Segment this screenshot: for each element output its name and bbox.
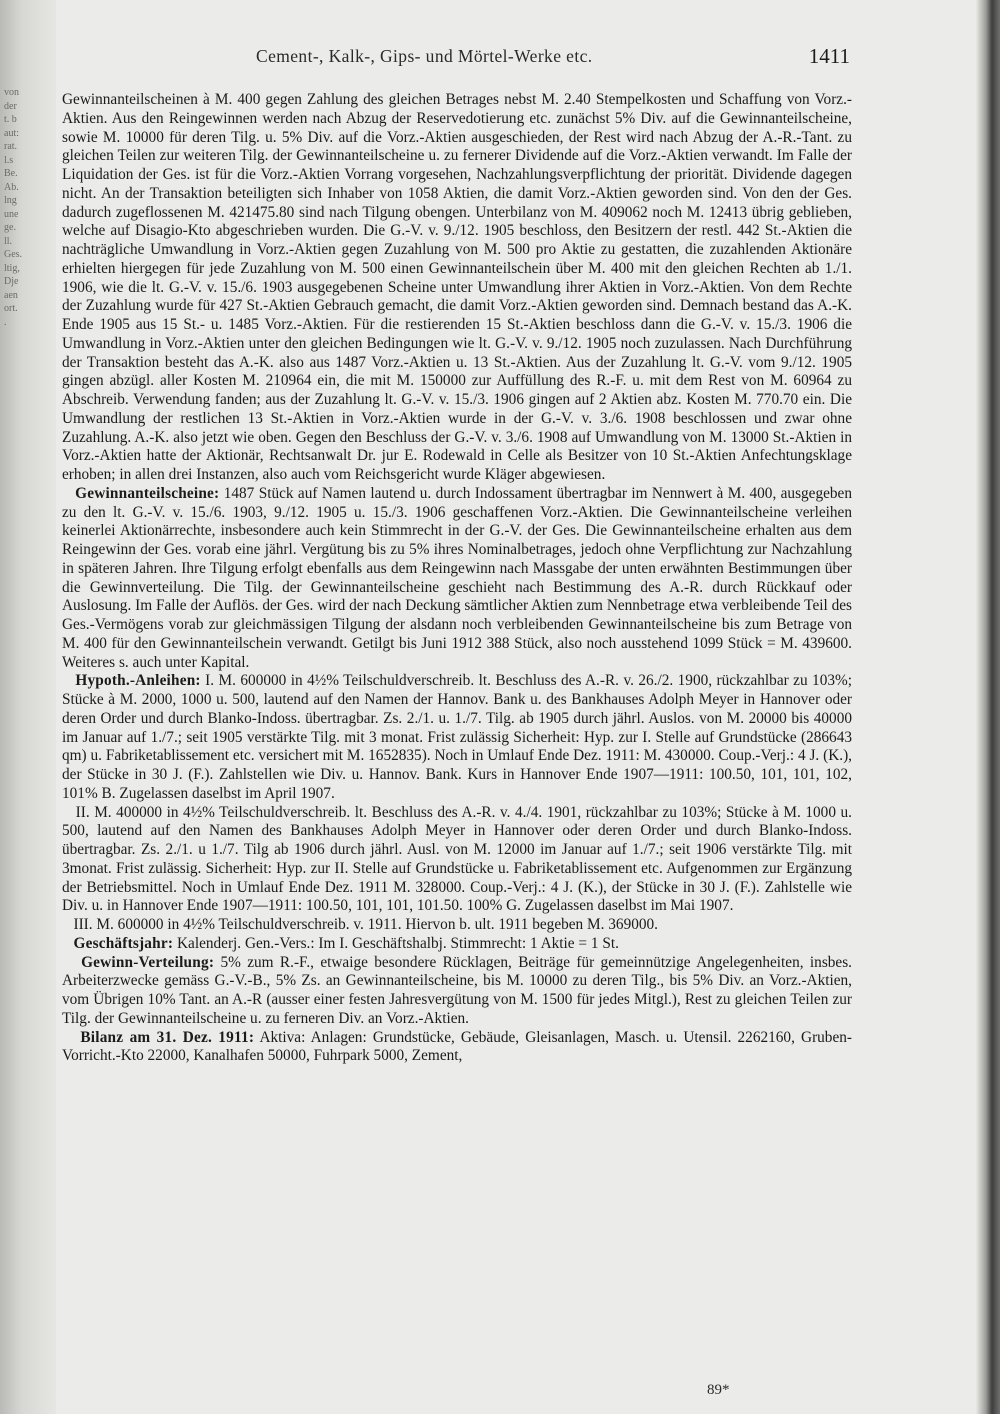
running-head xyxy=(60,44,850,70)
margin-fragment: rat. xyxy=(4,141,18,152)
paragraph-gewinnanteilscheine xyxy=(62,485,852,673)
margin-fragment: Be. xyxy=(4,168,18,179)
paragraph-text: Kalenderj. Gen.-Vers.: Im I. Geschäftshalbj. Stimmrecht: 1 Aktie = 1 St. xyxy=(176,934,619,952)
margin-fragment: von xyxy=(4,87,19,98)
margin-fragment: ltig, xyxy=(4,262,20,274)
margin-fragment: ge. xyxy=(4,222,16,233)
paragraph-geschaeftsjahr xyxy=(62,935,852,954)
margin-fragment: t. b xyxy=(4,114,17,125)
section-heading: Gewinn-Verteilung: xyxy=(81,953,215,971)
page-number: 1411 xyxy=(808,44,850,68)
margin-fragment: . xyxy=(4,316,7,328)
section-heading: Gewinnanteilscheine: xyxy=(75,484,220,502)
margin-fragment: aen xyxy=(4,289,18,301)
page-edge-right xyxy=(976,0,1000,1414)
paragraph-umwandlung xyxy=(62,91,852,485)
body-text xyxy=(62,91,852,1066)
paragraph-bilanz xyxy=(62,1029,852,1067)
section-heading: Hypoth.-Anleihen: xyxy=(75,672,201,690)
paragraph-text: Aktiva: Anlagen: Grundstücke, Gebäude, Gleisanlagen, Masch. u. Utensil. 2262160, Gruben-Vorricht.-Kto 22000, Kanalhafen 50000, Fuhrpark 5000, Zement, xyxy=(62,1028,852,1065)
paragraph-text: Gewinnanteilscheinen à M. 400 gegen Zahlung des gleichen Betrages nebst M. 2.40 Stempelkosten und Schaffung von Vorz.-Aktien. Aus den Reingewinnen werden nach Abzug der Reservedotierung etc. zunächst 5% Div. auf die Gewinnanteilscheine, sowie M. 10000 für deren Tilg. u. 5% Div. auf die Vorz.-Aktien ausgeschieden, der Rest wird nach Abzug der A.-R.-Tant. zu gleichen Teilen zur weiteren Tilg. der Gewinnanteilscheine u. zu fernerer Dividende auf die Vorz.-Aktien verwandt. Im Falle der Liquidation der Ges. ist für die Vorz.-Aktien Vorrang vorgesehen, Nachzahlungsverpflichtung der priorität. Dividende dagegen nicht. An der Transaktion beteiligten sich Inhaber von 1058 Aktien, die damit Vorz.-Aktien geworden sind. Von den der Ges. dadurch zugeflossenen M. 421475.80 sind nach Tilgung obengen. Unterbilanz von M. 409062 noch M. 12413 übrig geblieben, welche auf Disagio-Kto abgeschrieben wurden. Die G.-V. v. 9./12. 1905 beschloss, den Besitzern der restl. 442 St.-Aktien die nachträgliche Umwandlung in Vorz.-Aktien gegen Zuzahlung von M. 500 pro Aktie zu gestatten, die zuzahlenden Aktionäre erhielten hiergegen für jede Zuzahlung von M. 500 einen Gewinnanteilschein über M. 400 mit den gleichen Rechten ab 1./1. 1906, wie die lt. G.-V. v. 15./6. 1903 ausgegebenen Scheine unter Umwandlung ihrer Aktien in Vorz.-Aktien. Von dem Rechte der Zuzahlung wurde für 427 St.-Aktien Gebrauch gemacht, die damit Vorz.-Aktien geworden sind. Demnach bestand das A.-K. Ende 1905 aus 15 St.- u. 1485 Vorz.-Aktien. Für die restierenden 15 St.-Aktien beschloss dann die G.-V. v. 15./3. 1906 die Umwandlung in Vorz.-Aktien unter den gleichen Bedingungen wie lt. G.-V. v. 9./12. 1905 noch zuzulassen. Nach Durchführung der Transaktion besteht das A.-K. also aus 1487 Vorz.-Aktien u. 13 St.-Aktien. Aus der Zuzahlung lt. G.-V. vom 9./12. 1905 gingen abzügl. aller Kosten M. 210964 ein, die mit M. 150000 zur Auffüllung des R.-F. u. mit dem Rest von M. 60964 zu Abschreib. Verwendung fanden; aus der Zuzahlung lt. G.-V. v. 15./3. 1906 gingen auf 2 Aktien abz. Kosten M. 770.70 ein. Die Umwandlung der restlichen 13 St.-Aktien in Vorz.-Aktien wurde in der G.-V. v. 3./6. 1908 beschlossen und zwar ohne Zuzahlung. A.-K. also jetzt wie oben. Gegen den Beschluss der G.-V. v. 3./6. 1908 auf Umwandlung von M. 13000 St.-Aktien in Vorz.-Aktien hatte der Aktionär, Rechtsanwalt Dr. jur E. Rodewald in Celle als Besitzer von 10 St.-Aktien Anfechtungsklage erhoben; in allen drei Instanzen, also auch vom Reichsgericht wurde Kläger abgewiesen. xyxy=(62,91,852,483)
margin-fragment: lng xyxy=(4,195,17,206)
page-header-title: Cement-, Kalk-, Gips- und Mörtel-Werke etc. xyxy=(256,46,593,66)
margin-fragment: der xyxy=(4,100,17,112)
printer-signature: 89* xyxy=(707,1382,730,1398)
margin-fragment: ort. xyxy=(4,303,18,314)
section-heading: Geschäftsjahr: xyxy=(73,934,174,952)
margin-fragment: Ab. xyxy=(4,181,19,193)
paragraph-gewinn-verteilung xyxy=(62,954,852,1029)
paragraph-text: II. M. 400000 in 4½% Teilschuldverschreib. lt. Beschluss des A.-R. v. 4./4. 1901, rückzahlbar zu 103%; Stücke à M. 1000 u. 500, lautend auf den Namen des Bankhauses Adolph Meyer in Hannover oder deren Order und durch Blanko-Indoss. übertragbar. Zs. 2./1. u 1./7. Tilg ab 1906 durch jährl. Ausl. von M. 12000 im Januar auf 1./7.; seit 1906 verstärkte Tilg. mit 3monat. Frist zulässig. Sicherheit: Hyp. zur II. Stelle auf Grundstücke u. Fabriketablissement etc. Aufgenommen zur Ergänzung der Betriebsmittel. Noch in Umlauf Ende Dez. 1911 M. 328000. Coup.-Verj.: 4 J. (K.), der Stücke in 30 J. (F.). Zahlstelle wie Div. u. in Hannover Ende 1907—1911: 100.50, 101, 101, 101.50. 100% G. Zugelassen daselbst im Mai 1907. xyxy=(62,803,852,915)
margin-fragments xyxy=(4,86,34,329)
margin-fragment: aut: xyxy=(4,127,19,139)
paragraph-text: III. M. 600000 in 4½% Teilschuldverschreib. v. 1911. Hiervon b. ult. 1911 begeben M. 369000. xyxy=(73,916,658,933)
margin-fragment: une xyxy=(4,208,19,220)
paragraph-hypoth-anleihen-3 xyxy=(62,916,852,935)
paragraph-text: I. M. 600000 in 4½% Teilschuldverschreib. lt. Beschluss des A.-R. v. 26./2. 1900, rückzahlbar zu 103%; Stücke à M. 2000, 1000 u. 500, lautend auf den Namen der Hannov. Bank u. des Bankhauses Adolph Meyer in Hannover oder deren Order und durch Blanko-Indoss. übertragbar. Zs. 2./1. u. 1./7. Tilg. ab 1905 durch jährl. Auslos. von M. 20000 bis 40000 im Januar auf 1./7.; seit 1905 verstärkte Tilg. mit 3 monat. Frist zulässig Sicherheit: Hyp. zur I. Stelle auf Grundstücke (286643 qm) u. Fabriketablissement etc. versichert mit M. 1652835). Noch in Umlauf Ende Dez. 1911: M. 430000. Coup.-Verj.: 4 J. (K.), der Stücke in 30 J. (F.). Zahlstellen wie Div. u. Hannov. Bank. Kurs in Hannover Ende 1907—1911: 100.50, 101, 101, 102, 101% B. Zugelassen daselbst im April 1907. xyxy=(62,672,852,802)
paragraph-hypoth-anleihen-1 xyxy=(62,672,852,803)
margin-fragment: Ges. xyxy=(4,249,23,260)
margin-fragment: ll. xyxy=(4,235,13,247)
margin-fragment: Dje xyxy=(4,276,19,287)
paragraph-text: 1487 Stück auf Namen lautend u. durch Indossament übertragbar im Nennwert à M. 400, ausgegeben zu den lt. G.-V. v. 15./6. 1903, 9./12. 1905 u. 15./3. 1906 geschaffenen Vorz.-Aktien. Die Gewinnanteilscheine verleihen keinerlei Aktionärrechte, insbesondere auch kein Stimmrecht in der G.-V. der Ges. Die Gewinnanteilscheine erhalten aus dem Reingewinn der Ges. vorab eine jährl. Vergütung bis zu 5% ihres Nominalbetrages, jedoch ohne Verpflichtung zur Nachzahlung in späteren Jahren. Ihre Tilgung erfolgt ebenfalls aus dem Reingewinn nach Massgabe der unten erwähnten Bestimmungen über die Gewinnverteilung. Die Tilg. der Gewinnanteilscheine geschieht nach Bestimmung des A.-R. durch Rückkauf oder Auslosung. Im Falle der Auflös. der Ges. wird der nach Deckung sämtlicher Aktien zum Nennbetrage etwa verbleibende Teil des Ges.-Vermögens vorab zur gleichmässigen Tilgung der alsdann noch verbleibenden Gewinnanteilscheine bis zum Betrage von M. 400 für den Gewinnanteilschein verwandt. Getilgt bis Juni 1912 388 Stück, also noch ausstehend 1099 Stück = M. 439600. Weiteres s. auch unter Kapital. xyxy=(62,484,853,671)
paragraph-hypoth-anleihen-2 xyxy=(62,804,852,917)
margin-fragment: l.s xyxy=(4,154,14,166)
section-heading: Bilanz am 31. Dez. 1911: xyxy=(80,1028,255,1046)
paragraph-text: 5% zum R.-F., etwaige besondere Rücklagen, Beiträge für gemeinnützige Angelegenheiten, insbes. Arbeiterzwecke gemäss G.-V.-B., 5% Zs. an Gewinnanteilscheine, bis M. 10000 zu deren Tilg., bis 5% Div. an Vorz.-Aktien, vom Übrigen 10% Tant. an A.-R (ausser einer festen Jahresvergütung von M. 1500 für jedes Mitgl.), Rest zu gleichen Teilen zur Tilg. der Gewinnanteilscheine u. zu ferneren Div. an Vorz.-Aktien. xyxy=(62,953,852,1027)
